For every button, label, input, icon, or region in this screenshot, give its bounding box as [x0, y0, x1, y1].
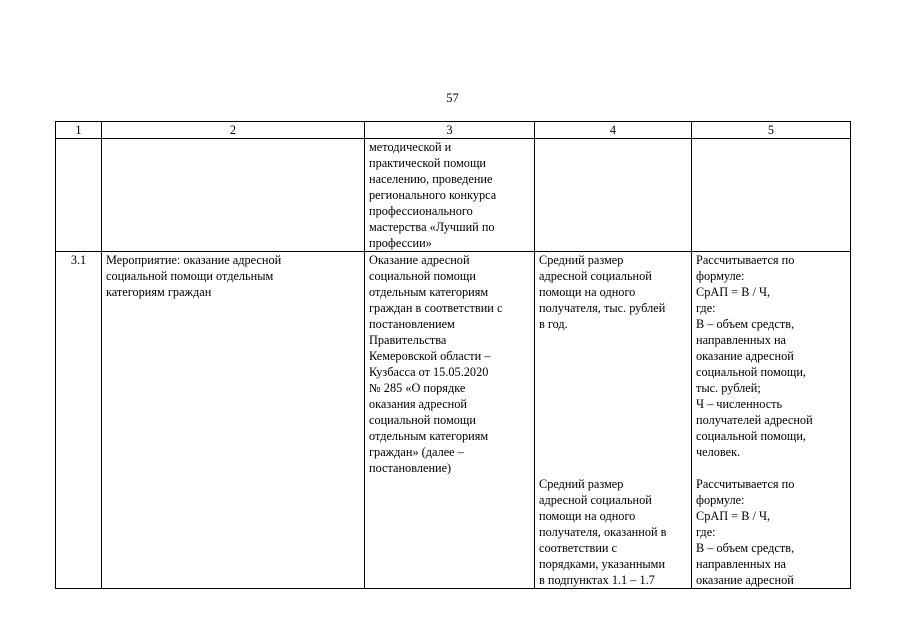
formula-cell — [692, 252, 851, 589]
indicators-table — [55, 121, 851, 589]
header-col-4: 4 — [535, 122, 692, 139]
formula-1: Рассчитывается по формуле: СрАП = В / Ч, где: В – объем средств, направленных на оказание адресной социальной помощи, тыс. рублей; Ч – численность получателей адресной социальной помощи, человек. — [696, 253, 813, 459]
header-col-2: 2 — [102, 122, 365, 139]
cell-formula — [692, 139, 851, 252]
header-col-3: 3 — [365, 122, 535, 139]
row-number: 3.1 — [56, 252, 102, 589]
cell-indicator — [535, 139, 692, 252]
formula-2: Рассчитывается по формуле: СрАП = В / Ч, где: В – объем средств, направленных на оказание адресной — [696, 477, 795, 587]
cell-number — [56, 139, 102, 252]
table-row — [56, 139, 851, 252]
page-number: 57 — [446, 91, 459, 105]
indicator-cell — [535, 252, 692, 589]
header-row — [56, 122, 851, 139]
indicator-2: Средний размер адресной социальной помощи на одного получателя, оказанной в соответствии с порядками, указанными в подпунктах 1.1 – 1.7 — [539, 477, 667, 587]
cell-description-continuation: методической и практической помощи населению, проведение регионального конкурса профессионального мастерства «Лучший по профессии» — [365, 139, 535, 252]
header-col-1: 1 — [56, 122, 102, 139]
table-row-3-1 — [56, 252, 851, 589]
cell-event — [102, 139, 365, 252]
header-col-5: 5 — [692, 122, 851, 139]
indicator-1: Средний размер адресной социальной помощи на одного получателя, тыс. рублей в год. — [539, 253, 666, 331]
description-cell: Оказание адресной социальной помощи отдельным категориям граждан в соответствии с постановлением Правительства Кемеровской области – Кузбасса от 15.05.2020 № 285 «О порядке оказания адресной социальной помощи отдельным категориям граждан» (далее – постановление) — [365, 252, 535, 589]
event-cell: Мероприятие: оказание адресной социальной помощи отдельным категориям граждан — [102, 252, 365, 589]
